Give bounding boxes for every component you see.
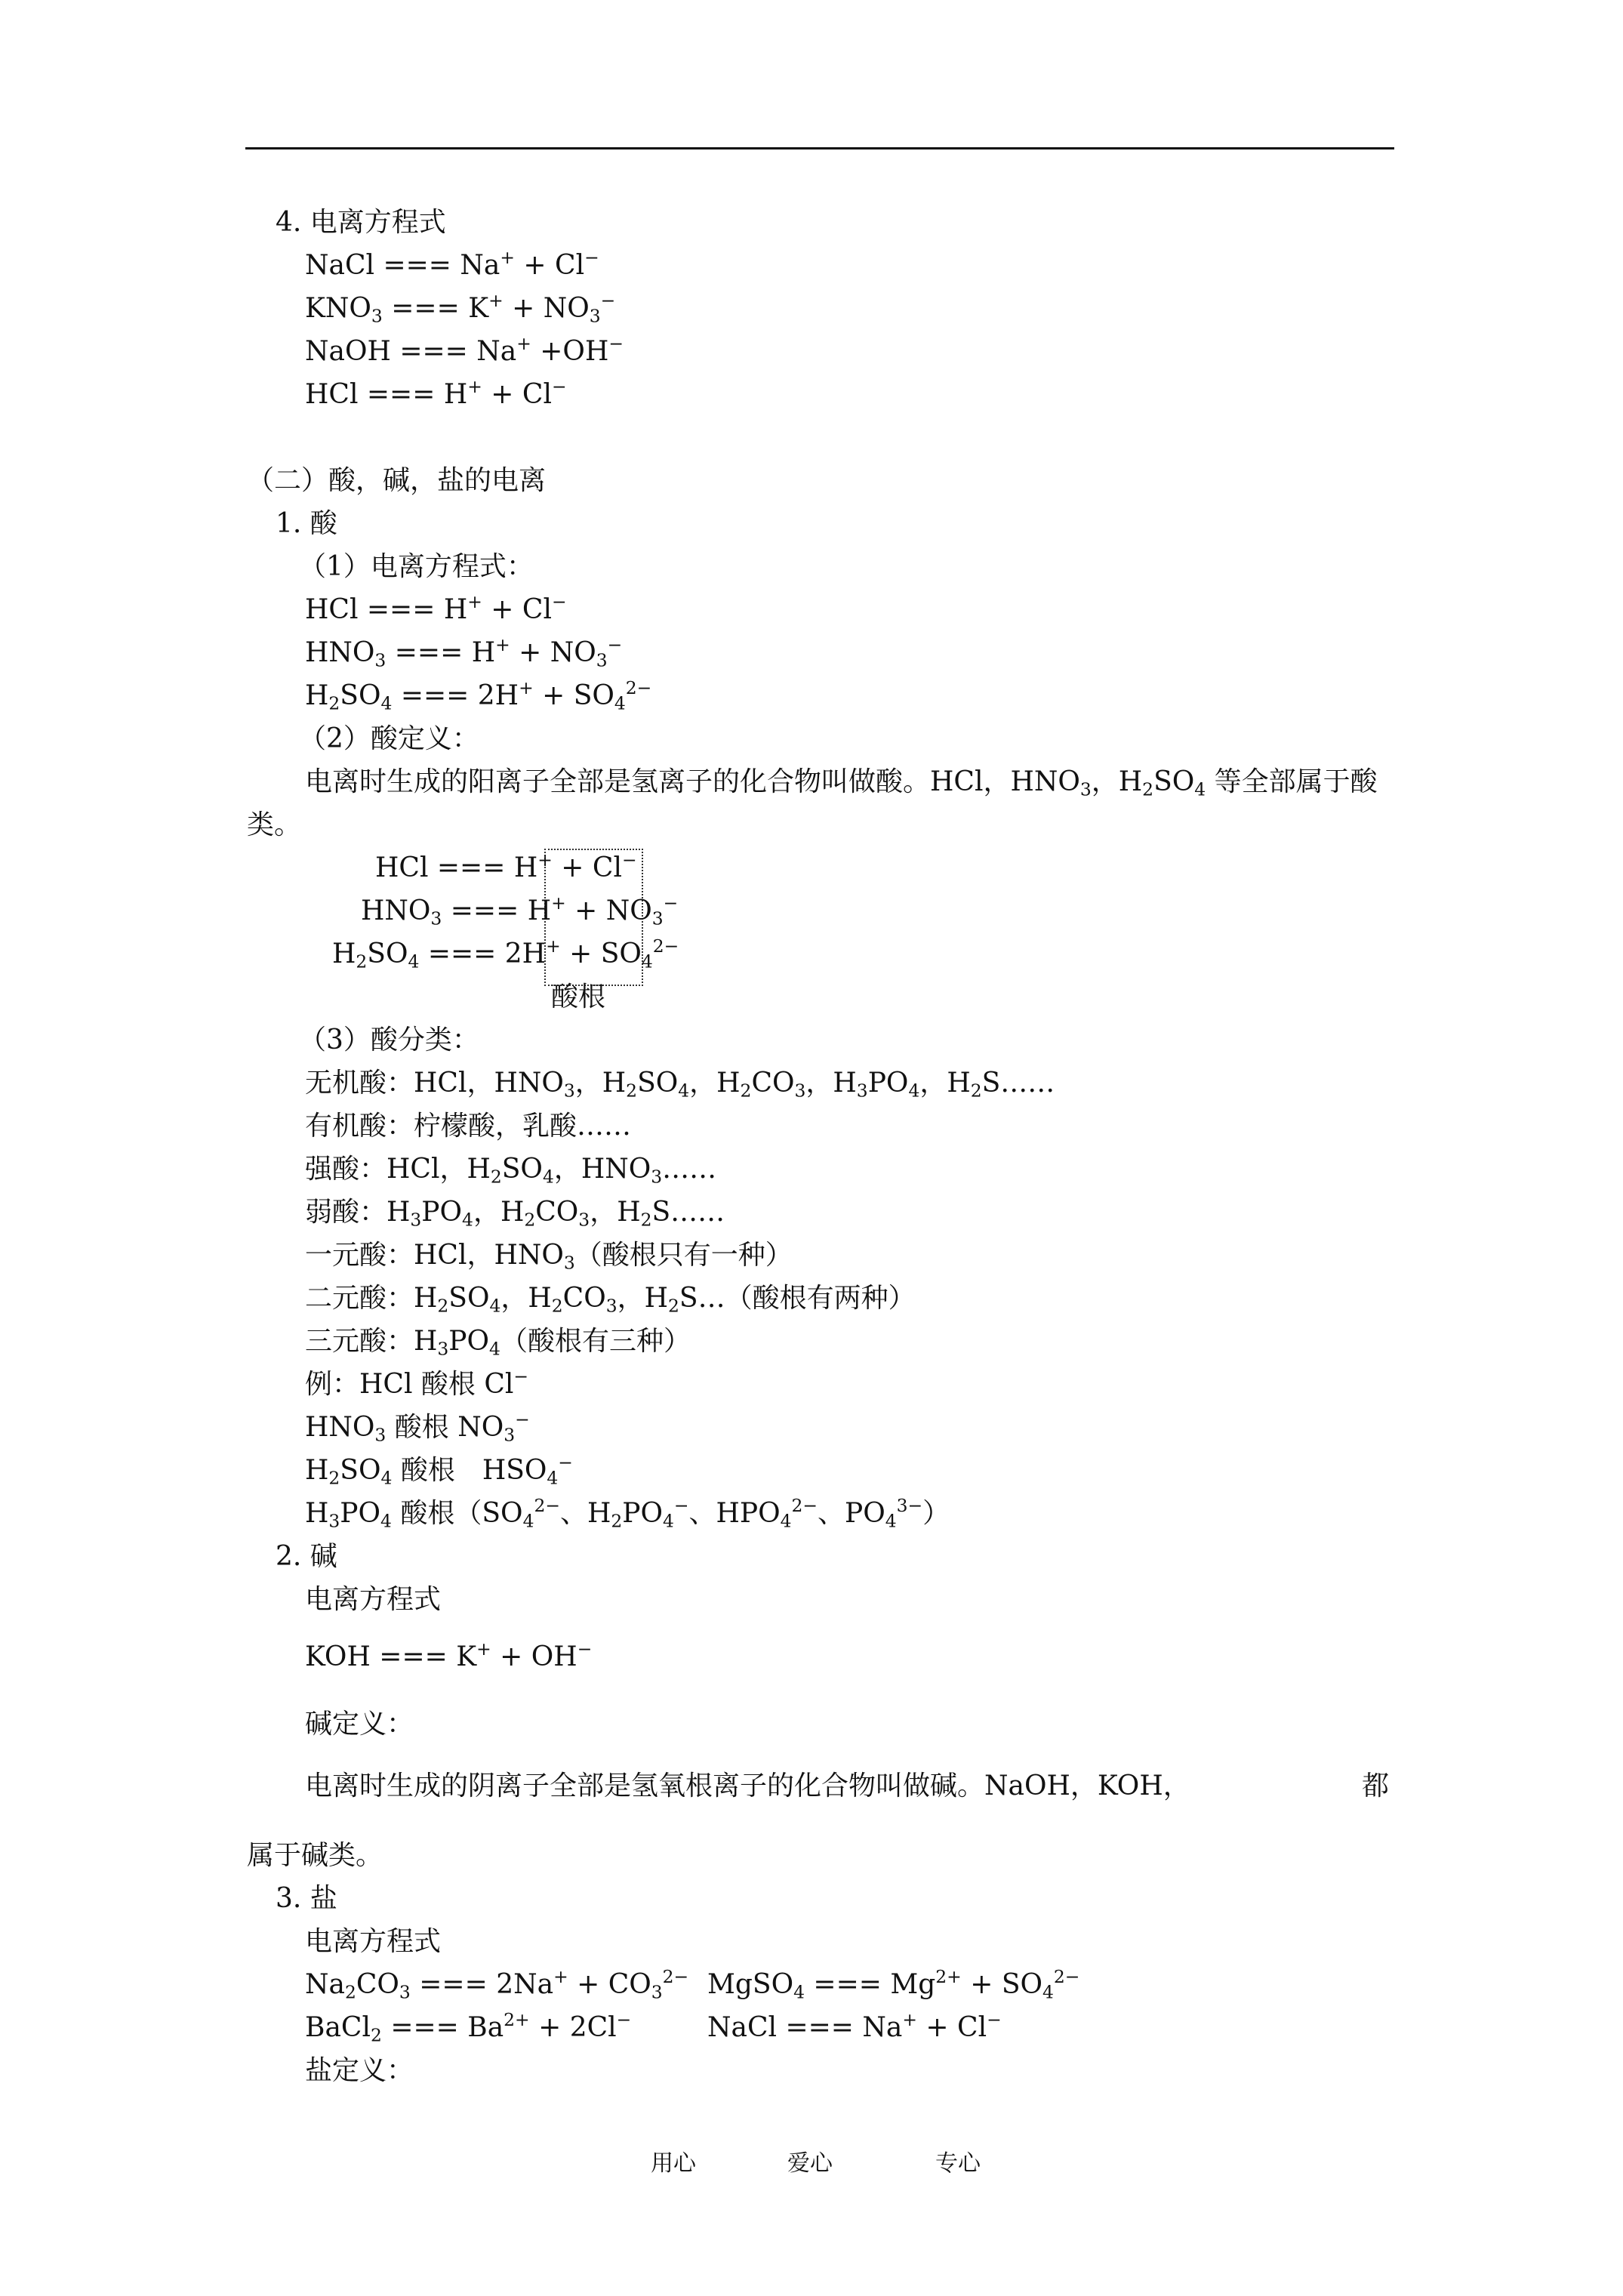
equation: NaCl === Na+ + Cl− — [305, 246, 599, 281]
equation: HCl === H+ + Cl− — [305, 590, 567, 625]
acid-sub1: （1）电离方程式： — [299, 551, 534, 582]
class-line: 强酸：HCl，$H_2SO_4$，$HNO_3\dots\dots$ — [305, 1154, 717, 1188]
diagram-label: 酸根 — [551, 982, 606, 1012]
class-line: 三元酸：$H_3PO_4$（酸根有三种） — [305, 1326, 691, 1360]
base-definition-tail: 都 — [1362, 1771, 1390, 1801]
equation: $H_2SO_4$ === $2H^+ + SO_4^{2-}$ — [305, 676, 652, 714]
acid-sub2: （2）酸定义： — [299, 723, 479, 754]
class-line: 一元酸：HCl，$HNO_3$（酸根只有一种） — [305, 1240, 793, 1274]
header-rule — [245, 147, 1394, 149]
class-line: 弱酸：$H_3PO_4$，$H_2CO_3$，$H_2S\dots\dots$ — [305, 1197, 725, 1231]
equation: NaOH === Na+ +OH− — [305, 332, 624, 367]
equation: KOH === K+ + OH− — [305, 1638, 593, 1672]
class-line: $H_2SO_4$ 酸根 $HSO_4^-$ — [305, 1451, 573, 1489]
acid-definition: 电离时生成的阳离子全部是氢离子的化合物叫做酸。HCl，$HNO_3$，$H_2SO_4$ 等全部属于酸 — [305, 766, 1378, 800]
footer-text: 专心 — [935, 2150, 981, 2177]
diagram-row: $HNO_3$ === $H^+ + NO_3^-$ — [361, 892, 679, 929]
class-line: $H_3PO_4$ 酸根（$SO_4^{2-}$、$H_2PO_4^-$、$HPO_4^{2-}$、$PO_4^{3-}$） — [305, 1494, 950, 1532]
class-line: $HNO_3$ 酸根 $NO_3^-$ — [305, 1408, 530, 1446]
equation: HCl === H+ + Cl− — [305, 375, 567, 410]
equation: BaCl$_2$ === $Ba^{2+} + 2Cl^-$ — [305, 2008, 632, 2046]
base-eq-label: 电离方程式 — [305, 1584, 442, 1615]
class-line: 二元酸：$H_2SO_4$，$H_2CO_3$，$H_2S\dots$（酸根有两种） — [305, 1283, 916, 1317]
equation: $KNO_3$ === $K^+ + NO_3^-$ — [305, 289, 616, 327]
diagram-row: $H_2SO_4$ === $2H^+ + SO_4^{2-}$ — [332, 935, 679, 972]
equation: $HNO_3$ === $H^+ + NO_3^-$ — [305, 633, 623, 671]
equation: MgSO$_4$ === $Mg^{2+} + SO_4^{2-}$ — [707, 1965, 1080, 2003]
equation: NaCl === Na+ + Cl− — [707, 2008, 1002, 2043]
salt-eq-label: 电离方程式 — [305, 1926, 442, 1957]
acid-definition-cont: 类。 — [247, 809, 302, 840]
footer-text: 爱心 — [787, 2150, 833, 2177]
footer-text: 用心 — [651, 2150, 696, 2177]
salt-heading: 3. 盐 — [276, 1883, 337, 1914]
class-line: 无机酸：HCl，$HNO_3$，$H_2SO_4$，$H_2CO_3$，$H_3PO_4$，$H_2S\dots\dots$ — [305, 1068, 1055, 1102]
section-heading-ionization: 4. 电离方程式 — [276, 207, 446, 238]
diagram-row: HCl === H+ + Cl− — [375, 849, 637, 883]
base-definition-cont: 属于碱类。 — [247, 1840, 383, 1871]
base-heading: 2. 碱 — [276, 1541, 337, 1572]
equation: $Na_2CO_3$ === $2Na^+ + CO_3^{2-}$ — [305, 1965, 689, 2003]
part-title: （二）酸，碱，盐的电离 — [247, 465, 547, 496]
acid-heading: 1. 酸 — [276, 508, 337, 539]
base-definition: 电离时生成的阴离子全部是氢氧根离子的化合物叫做碱。NaOH，KOH， — [305, 1771, 1190, 1801]
class-line: 例：HCl 酸根 Cl− — [305, 1365, 529, 1400]
base-def-label: 碱定义： — [305, 1709, 414, 1740]
acid-sub3: （3）酸分类： — [299, 1025, 479, 1056]
salt-def-label: 盐定义： — [305, 2055, 414, 2086]
class-line: 有机酸：柠檬酸，乳酸…… — [305, 1111, 632, 1142]
